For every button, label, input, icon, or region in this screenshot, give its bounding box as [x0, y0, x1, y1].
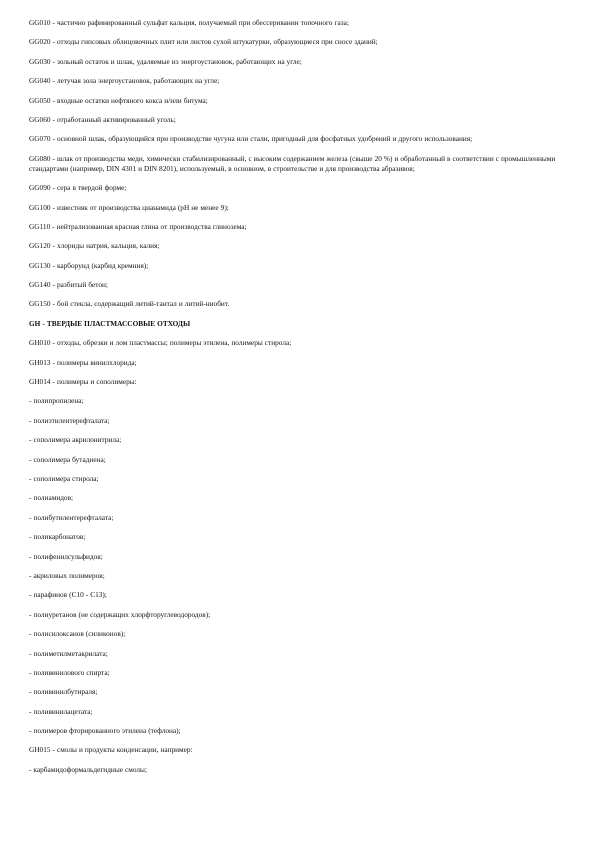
- entry-gg090: GG090 - сера в твердой форме;: [29, 183, 127, 193]
- list-item-pmma: - полиметилметакрилата;: [29, 648, 108, 658]
- entry-gg130: GG130 - карборунд (карбид кремния);: [29, 260, 149, 270]
- entry-gg020: GG020 - отходы гипсовых облицовочных плит или листов сухой штукатурки, образующиеся при сносе зданий;: [29, 37, 378, 47]
- entry-gg030: GG030 - зольный остаток и шлак, удаляемые из энергоустановок, работающих на угле;: [29, 56, 302, 66]
- entry-gh010: GH010 - отходы, обрезки и лом пластмассы; полимеры этилена, полимеры стирола;: [29, 338, 292, 348]
- list-item-polyamides: - полиамидов;: [29, 493, 74, 503]
- list-item-polyphenylsulfides: - полифенилсульфидов;: [29, 551, 103, 561]
- list-item-acrylic: - акриловых полимеров;: [29, 570, 105, 580]
- entry-gh014: GH014 - полимеры и сополимеры:: [29, 377, 137, 387]
- section-heading-gh: GH - ТВЕРДЫЕ ПЛАСТМАССОВЫЕ ОТХОДЫ: [29, 318, 191, 328]
- entry-gg040: GG040 - летучая зола энергоустановок, работающих на угле;: [29, 76, 220, 86]
- list-item-pva: - поливинилового спирта;: [29, 667, 110, 677]
- list-item-polycarbonates: - поликарбонатов;: [29, 532, 86, 542]
- list-item-polypropylene: - полипропилена;: [29, 396, 84, 406]
- list-item-styrene: - сополимера стирола;: [29, 473, 99, 483]
- entry-gh015: GH015 - смолы и продукты конденсации, например:: [29, 745, 193, 755]
- list-item-butadiene: - сополимера бутадиена;: [29, 454, 106, 464]
- entry-gg100: GG100 - известняк от производства цианамида (pH не менее 9);: [29, 202, 229, 212]
- list-item-pet: - полиэтилентерефталата;: [29, 415, 110, 425]
- list-item-paraffins: - парафинов (С10 - С13);: [29, 590, 107, 600]
- list-item-teflon: - полимеров фторированного этилена (тефлона);: [29, 726, 181, 736]
- entry-gg070: GG070 - основной шлак, образующийся при производстве чугуна или стали, пригодный для фосфатных удобрений и другого использования;: [29, 134, 473, 144]
- list-item-polysiloxanes: - полисилоксанов (силиконов);: [29, 629, 126, 639]
- entry-gg120: GG120 - хлориды натрия, кальция, калия;: [29, 241, 160, 251]
- entry-gg110: GG110 - нейтрализованная красная глина от производства глинозема;: [29, 221, 247, 231]
- list-item-urea-formaldehyde: - карбамидоформальдегидные смолы;: [29, 764, 147, 774]
- list-item-acrylonitrile: - сополимера акрилонитрила;: [29, 435, 122, 445]
- entry-gg050: GG050 - входные остатки нефтяного кокса и/или битума;: [29, 95, 208, 105]
- entry-gg150: GG150 - бой стекла, содержащий литий-тантал и литий-ниобит.: [29, 299, 230, 309]
- list-item-pvb: - поливинилбутираля;: [29, 687, 98, 697]
- entry-gg010: GG010 - частично рафинированный сульфат кальция, получаемый при обессеривании топочного газа;: [29, 18, 349, 27]
- entry-gh013: GH013 - полимеры винилхлорида;: [29, 357, 137, 367]
- list-item-pvac: - поливинилацетата;: [29, 706, 93, 716]
- entry-gg060: GG060 - отработанный активированный уголь;: [29, 114, 176, 124]
- list-item-polyurethanes: - полиуретанов (не содержащих хлорфторуглеводородов);: [29, 609, 211, 619]
- entry-gg080: GG080 - шлак от производства меди, химически стабилизированный, с высоким содержанием железа (свыше 20 %) и обработанный в соответствии с промышленными стандартами (например, DIN 4301 и DIN 8201), используемый, в основном, в строительстве и для производства абразивов;: [29, 153, 556, 173]
- list-item-pbt: - полибутилентерефталата;: [29, 512, 114, 522]
- entry-gg140: GG140 - разбитый бетон;: [29, 280, 108, 290]
